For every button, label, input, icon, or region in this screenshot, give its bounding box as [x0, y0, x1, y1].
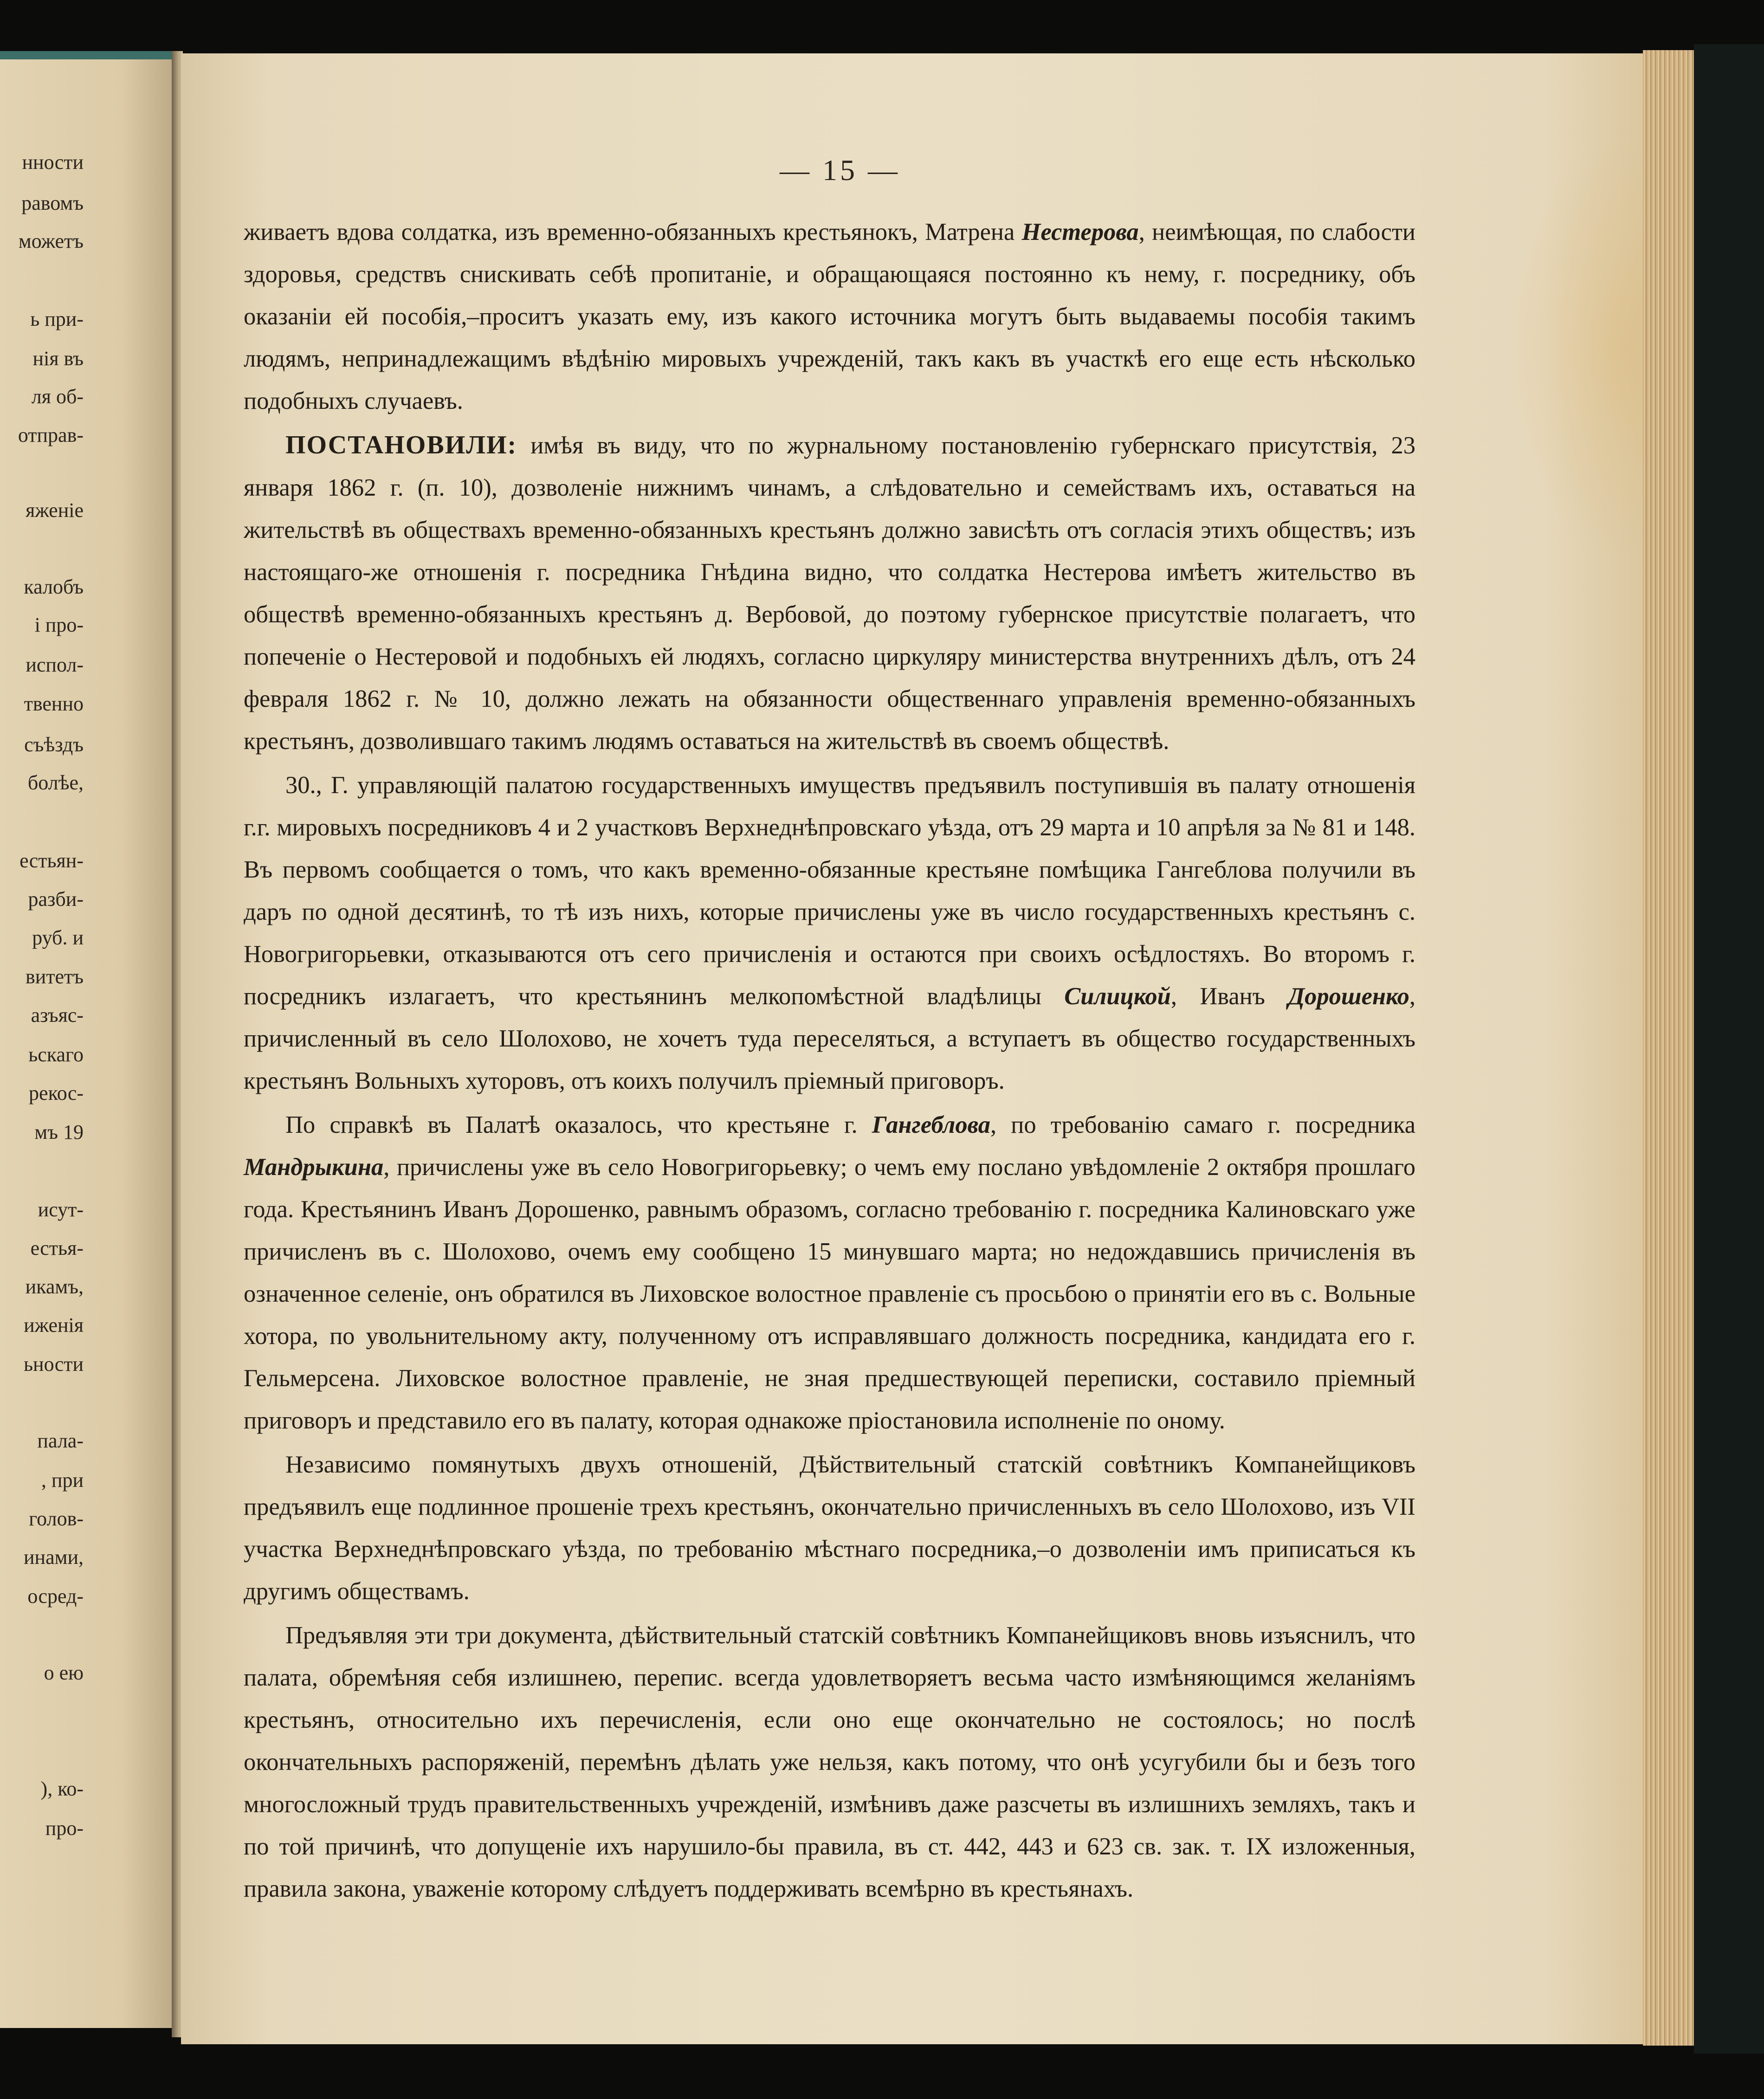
left-page-line: руб. и: [32, 926, 84, 949]
p4-text-c: , причислены уже въ село Новогригорьевку; о чемъ ему послано увѣдомленіе 2 октября прошлаго года. Крестьянинъ Иванъ Дорошенко, равнымъ образомъ, согласно требованію г. посредника Калиновскаго уже причисленъ въ с. Шолохово, очемъ ему сообщено 15 минувшаго марта; но недождавшись причисленія въ означенное селеніе, онъ обратился въ Лиховское волостное правленіе съ просьбою о принятіи его въ с. Вольные хотора, по увольнительному акту, полученному отъ исправлявшаго должность посредника, кандидата его г. Гельмерсена. Лиховское волостное правленіе, не зная предшествующей переписки, составило пріемный приговоръ и представило его въ палату, которая однакоже пріостановила исполненіе по оному.: [244, 1154, 1415, 1434]
p1-text-a: живаетъ вдова солдатка, изъ временно-обязанныхъ крестьянокъ, Матрена: [244, 219, 1022, 245]
p4-text-a: По справкѣ въ Палатѣ оказалось, что крестьяне г.: [285, 1111, 872, 1138]
left-page-line: осред-: [27, 1585, 84, 1608]
page-number: — 15 —: [780, 154, 900, 187]
left-page-line: съѣздъ: [24, 733, 84, 756]
page-body: [244, 211, 1415, 1910]
left-page-line: про-: [45, 1817, 84, 1840]
p4-name-2: Мандрыкина: [244, 1154, 384, 1181]
left-page-line: исут-: [38, 1198, 84, 1221]
left-page-line: о ею: [44, 1661, 84, 1684]
left-page-line: мъ 19: [34, 1121, 84, 1143]
left-page-line: і про-: [34, 614, 84, 636]
left-page-line: испол-: [26, 653, 84, 676]
left-page-line: азъяс-: [31, 1004, 84, 1027]
left-page-line: равомъ: [21, 192, 84, 214]
left-page-line: инами,: [23, 1546, 84, 1569]
left-page-line: рекос-: [29, 1082, 84, 1104]
left-page-line: естья-: [30, 1237, 84, 1259]
p3-text-c: , причисленный въ село Шолохово, не хочетъ туда переселяться, а вступаетъ въ общество государственныхъ крестьянъ Вольныхъ хуторовъ, отъ коихъ получилъ пріемный приговоръ.: [244, 983, 1415, 1094]
left-page-line: иженія: [24, 1314, 84, 1337]
p3-text-b: , Иванъ: [1170, 983, 1288, 1010]
left-page-line: ля об-: [31, 385, 84, 408]
book-cover: [1694, 44, 1764, 2054]
left-page-line: , при: [41, 1469, 84, 1492]
left-page-line: икамъ,: [25, 1275, 84, 1298]
page-edges: [1643, 50, 1694, 2046]
paragraph-4: [244, 1104, 1415, 1442]
left-page-line: ьности: [23, 1353, 84, 1376]
left-page-line: твенно: [24, 692, 84, 715]
left-page-text: [0, 0, 174, 1972]
paragraph-5: Независимо помянутыхъ двухъ отношеній, Дѣйствительный статскій совѣтникъ Компанейщиковъ предъявилъ еще подлинное прошеніе трехъ крестьянъ, окончательно причисленныхъ въ село Шолохово, изъ VII участка Верхнеднѣпровскаго уѣзда, по требованію мѣстнаго посредника,–о дозволеніи имъ приписаться къ другимъ обществамъ.: [244, 1451, 1415, 1605]
left-page-line: разби-: [28, 888, 84, 911]
left-page-line: нія въ: [32, 347, 84, 370]
left-page-line: ), ко-: [40, 1777, 84, 1800]
p2-text: имѣя въ виду, что по журнальному постановленію губернскаго присутствія, 23 января 1862 г. (п. 10), дозволеніе нижнимъ чинамъ, а слѣдовательно и семействамъ ихъ, оставаться на жительствѣ въ обществахъ временно-обязанныхъ крестьянъ должно зависѣть отъ согласія этихъ обществъ; изъ настоящаго-же отношенія г. посредника Гнѣдина видно, что солдатка Нестерова имѣетъ жительство въ обществѣ временно-обязанныхъ крестьянъ д. Вербовой, до поэтому губернское присутствіе полагаетъ, что попеченіе о Нестеровой и подобныхъ ей людяхъ, согласно циркуляру министерства внутреннихъ дѣлъ, отъ 24 февраля 1862 г. № 10, должно лежать на обязанности общественнаго управленія временно-обязанныхъ крестьянъ, дозволившаго такимъ людямъ оставаться на жительствѣ въ своемъ обществѣ.: [244, 432, 1415, 755]
p4-text-b: , по требованію самаго г. посредника: [990, 1111, 1415, 1138]
left-page-line: ьскаго: [28, 1043, 84, 1066]
paragraph-2: [244, 424, 1415, 762]
left-page-line: голов-: [29, 1507, 84, 1530]
left-page-line: яженіе: [26, 499, 84, 522]
resolution-heading: ПОСТАНОВИЛИ:: [285, 431, 517, 459]
paragraph-1: [244, 211, 1415, 422]
p4-name-1: Гангеблова: [872, 1111, 990, 1138]
left-page-line: ь при-: [30, 308, 84, 330]
p3-name-1: Силицкой: [1064, 983, 1171, 1010]
p1-text-b: , неимѣющая, по слабости здоровья, средствъ снискивать себѣ пропитаніе, и обращающаяся постоянно къ нему, г. посреднику, объ оказаніи ей пособія,–проситъ указать ему, изъ какого источника могутъ быть выдаваемы пособія такимъ людямъ, непринадлежащимъ вѣдѣнію мировыхъ учрежденій, такъ какъ въ участкѣ его еще есть нѣсколько подобныхъ случаевъ.: [244, 219, 1415, 414]
left-page-line: витетъ: [25, 965, 84, 988]
left-page-line: пала-: [37, 1429, 84, 1452]
left-page-line: нности: [22, 151, 84, 174]
paragraph-6: Предъявляя эти три документа, дѣйствительный статскій совѣтникъ Компанейщиковъ вновь изъяснилъ, что палата, обремѣняя себя излишнею, перепис. всегда удовлетворяетъ весьма часто измѣняющимся желаніямъ крестьянъ, относительно ихъ перечисленія, если оно еще окончательно не состоялось; но послѣ окончательныхъ распоряженій, перемѣнъ дѣлать уже нельзя, какъ потому, что онѣ усугубили бы и безъ того многосложный трудъ правительственныхъ учрежденій, измѣнивъ даже разсчеты въ излишнихъ земляхъ, такъ и по той причинѣ, что допущеніе ихъ нарушило-бы правила, въ ст. 442, 443 и 623 св. зак. т. IX изложенныя, правила закона, уваженіе которому слѣдуетъ поддерживать всемѣрно въ крестьянахъ.: [244, 1622, 1415, 1902]
p3-name-2: Дорошенко: [1288, 983, 1409, 1010]
left-page-line: естьян-: [19, 849, 84, 872]
left-page-line: отправ-: [18, 424, 84, 446]
left-page-line: калобъ: [24, 575, 84, 598]
p3-text-a: 30., Г. управляющій палатою государственныхъ имуществъ предъявилъ поступившія въ палату отношенія г.г. мировыхъ посредниковъ 4 и 2 участковъ Верхнеднѣпровскаго уѣзда, отъ 29 марта и 10 апрѣля за № 81 и 148. Въ первомъ сообщается о томъ, что какъ временно-обязанные крестьяне помѣщика Гангеблова получили въ даръ по одной десятинѣ, то тѣ изъ нихъ, которые причислены уже въ число государственныхъ крестьянъ с. Новогригорьевки, отказываются отъ сего причисленія и остаются при своихъ осѣдлостяхъ. Во второмъ г. посредникъ излагаетъ, что крестьянинъ мелкопомѣстной владѣлицы: [244, 772, 1415, 1010]
left-page-line: можетъ: [18, 230, 84, 252]
paragraph-3: [244, 764, 1415, 1102]
p1-name: Нестерова: [1021, 219, 1139, 245]
left-page-line: болѣе,: [27, 771, 84, 794]
